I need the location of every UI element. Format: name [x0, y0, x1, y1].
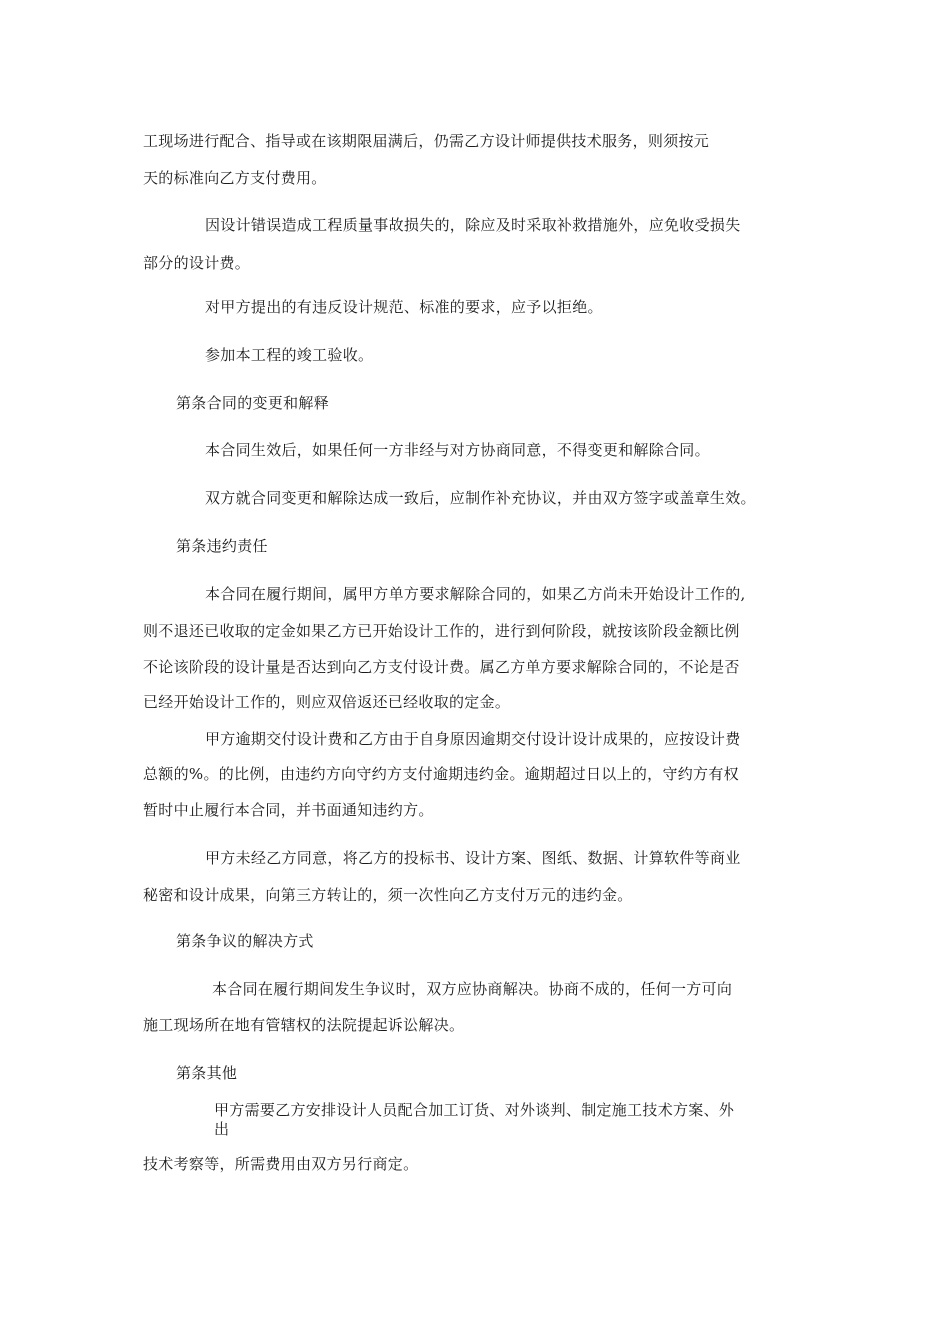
text-line: 甲方需要乙方安排设计人员配合加工订货、对外谈判、制定施工技术方案、外	[214, 1101, 735, 1119]
text-line: 本合同在履行期间发生争议时，双方应协商解决。协商不成的，任何一方可向	[212, 980, 733, 998]
text-line: 因设计错误造成工程质量事故损失的，除应及时采取补救措施外，应免收受损失	[205, 216, 741, 234]
text-line: 已经开始设计工作的，则应双倍返还已经收取的定金。	[143, 693, 511, 711]
section-heading: 第条其他	[176, 1064, 238, 1082]
text-line: 双方就合同变更和解除达成一致后，应制作补充协议，并由双方签字或盖章生效。	[205, 489, 756, 507]
section-heading: 第条争议的解决方式	[176, 932, 314, 950]
text-line: 本合同生效后，如果任何一方非经与对方协商同意，不得变更和解除合同。	[205, 441, 710, 459]
text-line: 甲方逾期交付设计费和乙方由于自身原因逾期交付设计设计成果的，应按设计费	[205, 730, 741, 748]
text-line: 天的标准向乙方支付费用。	[143, 169, 327, 187]
text-line: 对甲方提出的有违反设计规范、标准的要求，应予以拒绝。	[205, 298, 603, 316]
text-line: 技术考察等，所需费用由双方另行商定。	[143, 1155, 419, 1173]
text-line: 参加本工程的竣工验收。	[205, 346, 374, 364]
section-heading: 第条违约责任	[176, 537, 268, 555]
text-line: 施工现场所在地有管辖权的法院提起诉讼解决。	[143, 1016, 465, 1034]
text-line: 出	[214, 1120, 230, 1138]
text-line: 则不退还已收取的定金如果乙方已开始设计工作的，进行到何阶段，就按该阶段金额比例	[143, 622, 740, 640]
text-line: 暂时中止履行本合同，并书面通知违约方。	[143, 801, 434, 819]
text-line: 本合同在履行期间，属甲方单方要求解除合同的，如果乙方尚未开始设计工作的,	[205, 585, 746, 603]
text-line: 甲方未经乙方同意，将乙方的投标书、设计方案、图纸、数据、计算软件等商业	[205, 849, 741, 867]
text-line: 工现场进行配合、指导或在该期限届满后，仍需乙方设计师提供技术服务，则须按元	[143, 132, 710, 150]
text-line: 不论该阶段的设计量是否达到向乙方支付设计费。属乙方单方要求解除合同的，不论是否	[143, 658, 740, 676]
text-line: 部分的设计费。	[143, 254, 251, 272]
section-heading: 第条合同的变更和解释	[176, 394, 330, 412]
text-line: 总额的%。的比例，由违约方向守约方支付逾期违约金。逾期超过日以上的，守约方有权	[143, 765, 739, 783]
text-line: 秘密和设计成果，向第三方转让的，须一次性向乙方支付万元的违约金。	[143, 886, 633, 904]
